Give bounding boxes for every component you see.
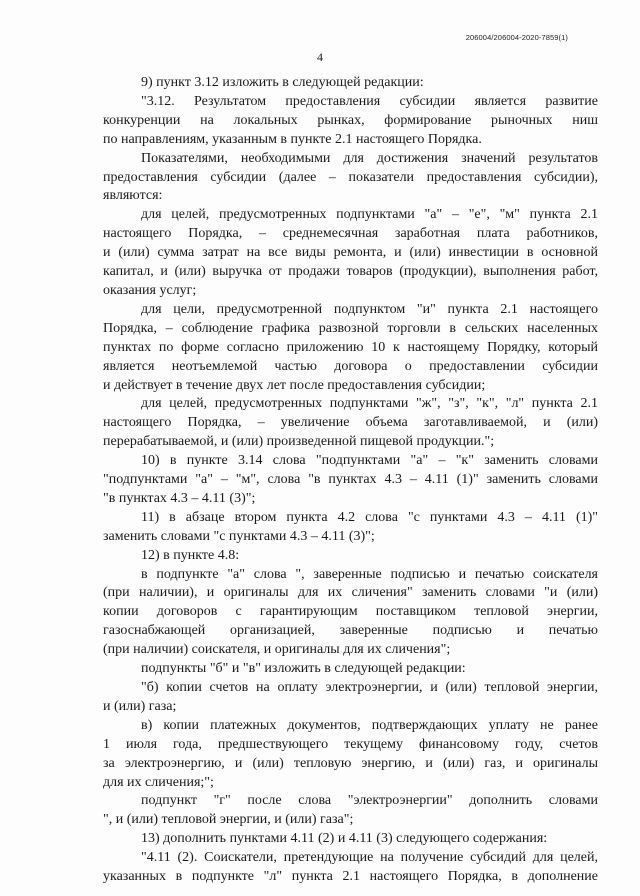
text-line: подпункт "г" после слова "электроэнергии" дополнить словами (141, 793, 598, 809)
text-line: газоснабжающей организацией, заверенные подписью и печатью (103, 623, 598, 639)
text-line: 10) в пункте 3.14 слова "подпунктами "а" – "к" заменить словами (141, 453, 598, 469)
text-line: "3.12. Результатом предоставления субсидии является развитие (141, 93, 598, 109)
text-line: заменить словами "с пунктами 4.3 – 4.11 (3)"; (103, 528, 375, 544)
text-line: настоящего Порядка, – среднемесячная заработная плата работников, (103, 226, 598, 242)
paragraph (103, 509, 598, 547)
text-line: оказания услуг; (103, 282, 197, 298)
text-line: предоставления субсидии (далее – показатели предоставления субсидии), (103, 169, 598, 185)
paragraph (103, 792, 598, 830)
paragraph (103, 830, 598, 849)
paragraph (103, 679, 598, 717)
text-line: и (или) газа; (103, 698, 177, 714)
text-line: копии договоров с гарантирующим поставщиком тепловой энергии, (103, 604, 598, 620)
paragraph (103, 452, 598, 509)
text-line: пунктах по форме согласно приложению 10 к настоящему Порядку, который (103, 339, 598, 355)
paragraph (103, 93, 598, 150)
document-body (103, 74, 598, 887)
paragraph (103, 547, 598, 566)
text-line: Порядка, – соблюдение графика развозной торговли в сельских населенных (103, 320, 598, 336)
paragraph (103, 660, 598, 679)
text-line: указанных в подпункте "л" пункта 2.1 настоящего Порядка, в дополнение (103, 869, 598, 885)
text-line: 11) в абзаце втором пункта 4.2 слова "с пунктами 4.3 – 4.11 (1)" (141, 509, 598, 525)
paragraph (103, 150, 598, 207)
text-line: по направлениям, указанным в пункте 2.1 настоящего Порядка. (103, 131, 482, 147)
text-line: настоящего Порядка, – увеличение объема заготавливаемой, и (или) (103, 415, 598, 431)
text-line: ", и (или) тепловой энергии, и (или) газа"; (103, 812, 354, 828)
paragraph (103, 301, 598, 396)
text-line: (при наличии), и оригиналы для их сличения" заменить словами "и (или) (103, 585, 598, 601)
text-line: 1 июля года, предшествующего текущему финансовому году, счетов (103, 736, 598, 752)
text-line: и действует в течение двух лет после предоставления субсидии; (103, 377, 486, 393)
text-line: конкуренции на локальных рынках, формирование рыночных ниш (103, 112, 598, 128)
text-line: "подпунктами "а" – "м", слова "в пунктах 4.3 – 4.11 (1)" заменить словами (103, 472, 598, 488)
text-line: за электроэнергию, и (или) тепловую энергию, и (или) газ, и оригиналы (103, 755, 598, 771)
text-line: "4.11 (2). Соискатели, претендующие на получение субсидий для целей, (141, 850, 598, 866)
text-line: 13) дополнить пунктами 4.11 (2) и 4.11 (3) следующего содержания: (141, 831, 548, 847)
paragraph (103, 849, 598, 887)
text-line: подпункты "б" и "в" изложить в следующей редакции: (141, 661, 466, 677)
page-number: 4 (317, 50, 323, 64)
text-line: "в пунктах 4.3 – 4.11 (3)"; (103, 490, 256, 506)
text-line: для целей, предусмотренных подпунктами "а" – "е", "м" пункта 2.1 (141, 207, 598, 223)
text-line: является неотъемлемой частью договора о предоставлении субсидии (103, 358, 598, 374)
text-line: являются: (103, 188, 163, 204)
paragraph (103, 74, 598, 93)
text-line: 12) в пункте 4.8: (141, 547, 240, 563)
paragraph (103, 395, 598, 452)
text-line: перерабатываемой, и (или) произведенной пищевой продукции."; (103, 434, 495, 450)
text-line: для их сличения;"; (103, 774, 214, 790)
text-line: капитал, и (или) выручка от продажи товаров (продукции), выполнения работ, (103, 264, 598, 280)
text-line: (при наличии) соискателя, и оригиналы для их сличения"; (103, 642, 451, 658)
text-line: "б) копии счетов на оплату электроэнергии, и (или) тепловой энергии, (141, 680, 598, 695)
text-line: 9) пункт 3.12 изложить в следующей редакции: (141, 75, 424, 90)
document-id: 206004/206004-2020-7859(1) (465, 33, 568, 42)
paragraph (103, 717, 598, 793)
paragraph (103, 206, 598, 301)
text-line: для целей, предусмотренных подпунктами "ж", "з", "к", "л" пункта 2.1 (141, 396, 598, 412)
text-line: для цели, предусмотренной подпунктом "и" пункта 2.1 настоящего (141, 301, 598, 317)
text-line: и (или) сумма затрат на все виды ремонта, и (или) инвестиции в основной (103, 245, 598, 261)
text-line: в) копии платежных документов, подтверждающих уплату не ранее (141, 717, 598, 733)
text-line: в подпункте "а" слова ", заверенные подписью и печатью соискателя (141, 566, 598, 582)
paragraph (103, 566, 598, 661)
text-line: Показателями, необходимыми для достижения значений результатов (141, 150, 598, 166)
